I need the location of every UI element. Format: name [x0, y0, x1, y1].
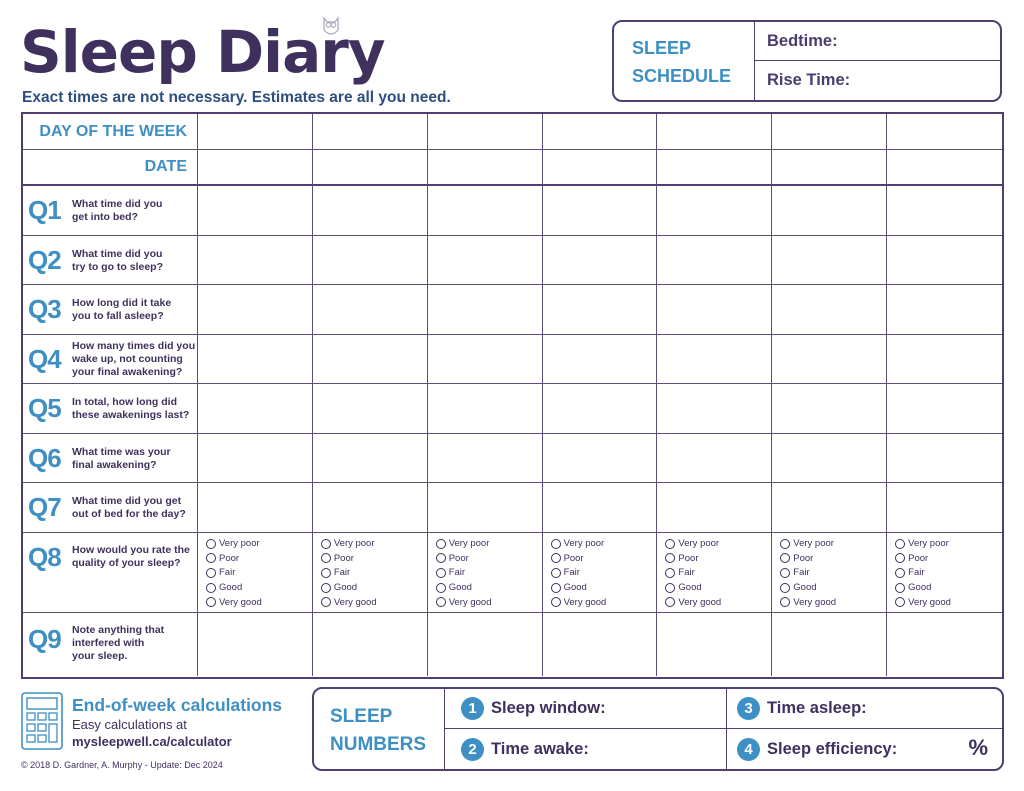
answer-cell[interactable]: [772, 613, 887, 676]
answer-cell[interactable]: [772, 384, 887, 434]
rating-option[interactable]: Very poor: [436, 537, 542, 552]
answer-cell[interactable]: [772, 335, 887, 385]
rating-options[interactable]: [313, 533, 428, 613]
answer-cell[interactable]: [772, 186, 887, 236]
question-text: What time did you try to go to sleep?: [72, 247, 164, 273]
answer-cell[interactable]: [772, 434, 887, 484]
rating-option[interactable]: Very poor: [665, 537, 771, 552]
calculations-text: Easy calculations at: [72, 717, 187, 732]
question-3-label: [23, 285, 198, 335]
answer-cell[interactable]: [657, 483, 772, 533]
rating-option[interactable]: Poor: [551, 551, 657, 566]
radio-icon[interactable]: [895, 553, 905, 563]
answer-cell[interactable]: [428, 483, 543, 533]
answer-cell[interactable]: [313, 434, 428, 484]
answer-cell[interactable]: [543, 186, 658, 236]
radio-icon[interactable]: [780, 539, 790, 549]
radio-icon[interactable]: [895, 539, 905, 549]
rating-option[interactable]: Very poor: [206, 537, 312, 552]
answer-cell[interactable]: [772, 285, 887, 335]
radio-icon[interactable]: [321, 583, 331, 593]
question-7-label: [23, 483, 198, 533]
radio-icon[interactable]: [895, 597, 905, 607]
time-awake-field[interactable]: 2 Time awake:: [445, 729, 727, 769]
question-text: In total, how long did these awakenings last?: [72, 396, 190, 422]
answer-cell[interactable]: [543, 335, 658, 385]
answer-cell[interactable]: [198, 483, 313, 533]
rating-option[interactable]: Fair: [436, 566, 542, 581]
number-2-icon: 2: [461, 738, 484, 761]
rating-option[interactable]: Poor: [321, 551, 427, 566]
question-1-label: [23, 186, 198, 236]
question-number: Q4: [28, 343, 61, 374]
radio-icon[interactable]: [665, 539, 675, 549]
answer-cell[interactable]: [543, 613, 658, 676]
rating-option[interactable]: Very good: [665, 595, 771, 610]
answer-cell[interactable]: [887, 236, 1002, 286]
sleep-schedule-box: [612, 20, 1002, 102]
rise-time-field[interactable]: Rise Time:: [767, 71, 851, 89]
answer-cell[interactable]: [657, 434, 772, 484]
answer-cell[interactable]: [887, 186, 1002, 236]
rating-option[interactable]: Fair: [206, 566, 312, 581]
answer-cell[interactable]: [198, 186, 313, 236]
owl-icon: [320, 14, 342, 38]
answer-cell[interactable]: [887, 613, 1002, 676]
answer-cell[interactable]: [887, 483, 1002, 533]
rating-option[interactable]: Very good: [206, 595, 312, 610]
radio-icon[interactable]: [780, 583, 790, 593]
rating-option[interactable]: Very good: [321, 595, 427, 610]
answer-cell[interactable]: [543, 285, 658, 335]
sleep-schedule-label: SLEEP SCHEDULE: [614, 22, 755, 100]
rating-option[interactable]: Very good: [780, 595, 886, 610]
radio-icon[interactable]: [321, 568, 331, 578]
answer-cell[interactable]: [428, 335, 543, 385]
rating-option[interactable]: Good: [436, 580, 542, 595]
answer-cell[interactable]: [198, 236, 313, 286]
answer-cell[interactable]: [657, 285, 772, 335]
calculations-title: End-of-week calculations: [72, 695, 283, 715]
radio-icon[interactable]: [665, 553, 675, 563]
date-cell[interactable]: [657, 150, 772, 186]
radio-icon[interactable]: [206, 597, 216, 607]
question-number: Q5: [28, 393, 61, 424]
day-of-week-cell[interactable]: [772, 114, 887, 150]
radio-icon[interactable]: [321, 553, 331, 563]
rating-options[interactable]: [657, 533, 772, 613]
rating-option[interactable]: Very poor: [551, 537, 657, 552]
radio-icon[interactable]: [206, 553, 216, 563]
number-4-icon: 4: [737, 738, 760, 761]
rating-option[interactable]: Very poor: [895, 537, 1002, 552]
radio-icon[interactable]: [780, 597, 790, 607]
rating-option[interactable]: Very poor: [780, 537, 886, 552]
question-number: Q2: [28, 244, 61, 275]
rating-option[interactable]: Good: [321, 580, 427, 595]
radio-icon[interactable]: [780, 553, 790, 563]
radio-icon[interactable]: [206, 568, 216, 578]
question-2-label: [23, 236, 198, 286]
radio-icon[interactable]: [895, 583, 905, 593]
question-text: Note anything that interfered with your sleep.: [72, 623, 165, 662]
question-number: Q1: [28, 195, 61, 226]
question-9-label: [23, 613, 198, 676]
answer-cell[interactable]: [313, 335, 428, 385]
rating-option[interactable]: Fair: [321, 566, 427, 581]
radio-icon[interactable]: [551, 583, 561, 593]
calculator-icon: [21, 692, 63, 750]
answer-cell[interactable]: [657, 186, 772, 236]
question-8-label: [23, 533, 198, 613]
page-title: Sleep Diary: [20, 18, 385, 86]
answer-cell[interactable]: [428, 186, 543, 236]
answer-cell[interactable]: [887, 434, 1002, 484]
question-text: What time did you get out of bed for the day?: [72, 495, 186, 521]
radio-icon[interactable]: [321, 539, 331, 549]
date-cell[interactable]: [313, 150, 428, 186]
day-of-week-cell[interactable]: [657, 114, 772, 150]
radio-icon[interactable]: [665, 597, 675, 607]
answer-cell[interactable]: [313, 483, 428, 533]
answer-cell[interactable]: [772, 483, 887, 533]
question-5-label: [23, 384, 198, 434]
percent-sign: %: [968, 735, 988, 760]
rating-options[interactable]: [887, 533, 1002, 613]
question-number: Q7: [28, 492, 61, 523]
rating-option[interactable]: Poor: [436, 551, 542, 566]
rating-option[interactable]: Very good: [436, 595, 542, 610]
rating-option[interactable]: Good: [551, 580, 657, 595]
question-text: What time was your final awakening?: [72, 445, 171, 471]
answer-cell[interactable]: [543, 384, 658, 434]
rating-option[interactable]: Fair: [551, 566, 657, 581]
radio-icon[interactable]: [780, 568, 790, 578]
rating-option[interactable]: Fair: [780, 566, 886, 581]
calculator-link[interactable]: mysleepwell.ca/calculator: [72, 734, 232, 749]
question-text: How would you rate the quality of your sleep?: [72, 543, 190, 569]
rating-options[interactable]: [428, 533, 543, 613]
answer-cell[interactable]: [543, 434, 658, 484]
sleep-numbers-box: [312, 687, 1004, 771]
answer-cell[interactable]: [887, 384, 1002, 434]
radio-icon[interactable]: [551, 568, 561, 578]
number-1-icon: 1: [461, 697, 484, 720]
date-cell[interactable]: [772, 150, 887, 186]
day-of-week-cell[interactable]: [198, 114, 313, 150]
radio-icon[interactable]: [436, 597, 446, 607]
day-of-week-label: DAY OF THE WEEK: [23, 114, 198, 150]
answer-cell[interactable]: [657, 335, 772, 385]
answer-cell[interactable]: [543, 236, 658, 286]
answer-cell[interactable]: [428, 285, 543, 335]
answer-cell[interactable]: [198, 613, 313, 676]
rating-option[interactable]: Poor: [206, 551, 312, 566]
question-6-label: [23, 434, 198, 484]
rating-option[interactable]: Poor: [665, 551, 771, 566]
answer-cell[interactable]: [428, 384, 543, 434]
sleep-efficiency-field[interactable]: 4 Sleep efficiency: %: [727, 729, 1002, 769]
rating-option[interactable]: Fair: [895, 566, 1002, 581]
date-cell[interactable]: [198, 150, 313, 186]
number-3-icon: 3: [737, 697, 760, 720]
rating-option[interactable]: Good: [665, 580, 771, 595]
answer-cell[interactable]: [657, 384, 772, 434]
answer-cell[interactable]: [313, 384, 428, 434]
radio-icon[interactable]: [436, 539, 446, 549]
question-text: What time did you get into bed?: [72, 198, 163, 224]
answer-cell[interactable]: [313, 186, 428, 236]
radio-icon[interactable]: [665, 583, 675, 593]
question-text: How many times did you wake up, not counting your final awakening?: [72, 340, 196, 379]
question-number: Q9: [28, 623, 61, 654]
day-of-week-cell[interactable]: [313, 114, 428, 150]
question-number: Q8: [28, 541, 61, 572]
date-cell[interactable]: [428, 150, 543, 186]
radio-icon[interactable]: [206, 583, 216, 593]
rating-option[interactable]: Very good: [895, 595, 1002, 610]
rating-option[interactable]: Good: [780, 580, 886, 595]
radio-icon[interactable]: [665, 568, 675, 578]
question-text: How long did it take you to fall asleep?: [72, 297, 172, 323]
radio-icon[interactable]: [551, 539, 561, 549]
radio-icon[interactable]: [436, 568, 446, 578]
answer-cell[interactable]: [543, 483, 658, 533]
answer-cell[interactable]: [198, 335, 313, 385]
rating-option[interactable]: Poor: [780, 551, 886, 566]
answer-cell[interactable]: [198, 285, 313, 335]
rating-option[interactable]: Good: [895, 580, 1002, 595]
answer-cell[interactable]: [428, 236, 543, 286]
sleep-window-field[interactable]: 1 Sleep window:: [445, 689, 727, 729]
bedtime-field[interactable]: Bedtime:: [755, 22, 1000, 61]
rating-option[interactable]: Very poor: [321, 537, 427, 552]
radio-icon[interactable]: [206, 539, 216, 549]
answer-cell[interactable]: [887, 335, 1002, 385]
sleep-numbers-label: SLEEP NUMBERS: [314, 689, 445, 769]
sleep-diary-table: [21, 112, 1004, 679]
day-of-week-cell[interactable]: [543, 114, 658, 150]
rating-options[interactable]: [198, 533, 313, 613]
rating-option[interactable]: Fair: [665, 566, 771, 581]
question-number: Q3: [28, 294, 61, 325]
radio-icon[interactable]: [436, 583, 446, 593]
answer-cell[interactable]: [887, 285, 1002, 335]
question-number: Q6: [28, 442, 61, 473]
date-cell[interactable]: [543, 150, 658, 186]
rating-option[interactable]: Very good: [551, 595, 657, 610]
time-asleep-field[interactable]: 3 Time asleep:: [727, 689, 1002, 729]
date-label: DATE: [23, 150, 198, 186]
copyright: © 2018 D. Gardner, A. Murphy - Update: Dec 2024: [21, 760, 223, 770]
date-cell[interactable]: [887, 150, 1002, 186]
answer-cell[interactable]: [198, 434, 313, 484]
radio-icon[interactable]: [551, 553, 561, 563]
answer-cell[interactable]: [313, 236, 428, 286]
question-4-label: [23, 335, 198, 385]
rating-options[interactable]: [543, 533, 658, 613]
answer-cell[interactable]: [657, 236, 772, 286]
radio-icon[interactable]: [551, 597, 561, 607]
answer-cell[interactable]: [428, 434, 543, 484]
radio-icon[interactable]: [436, 553, 446, 563]
answer-cell[interactable]: [657, 613, 772, 676]
rating-options[interactable]: [772, 533, 887, 613]
answer-cell[interactable]: [428, 613, 543, 676]
radio-icon[interactable]: [895, 568, 905, 578]
answer-cell[interactable]: [313, 613, 428, 676]
rating-option[interactable]: Poor: [895, 551, 1002, 566]
day-of-week-cell[interactable]: [887, 114, 1002, 150]
day-of-week-cell[interactable]: [428, 114, 543, 150]
answer-cell[interactable]: [313, 285, 428, 335]
answer-cell[interactable]: [198, 384, 313, 434]
radio-icon[interactable]: [321, 597, 331, 607]
answer-cell[interactable]: [772, 236, 887, 286]
rating-option[interactable]: Good: [206, 580, 312, 595]
subtitle: Exact times are not necessary. Estimates are all you need.: [22, 89, 451, 106]
